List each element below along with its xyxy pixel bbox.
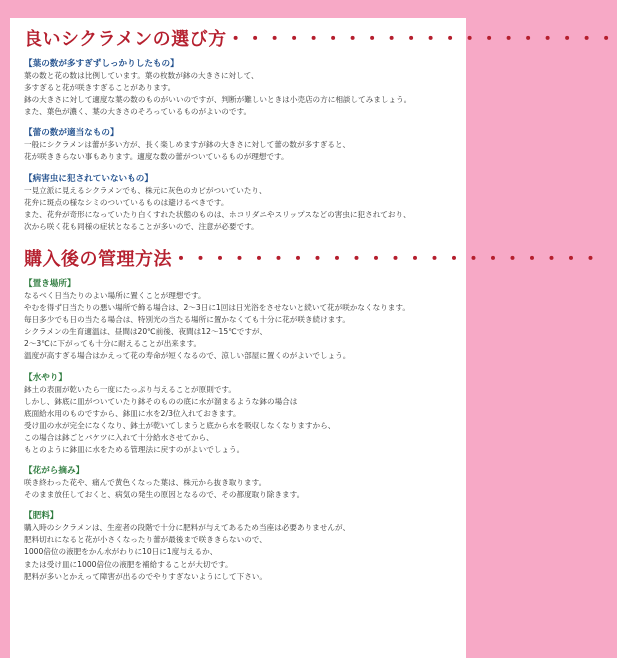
choose-sections: [24, 58, 454, 233]
section: [24, 173, 454, 233]
section: [24, 58, 454, 118]
section: [24, 127, 454, 163]
section-heading: 【葉の数が多すぎずしっかりしたもの】: [24, 59, 179, 69]
body-text-line: 毎日多少でも日の当たる場合は、特別光の当たる場所に置かなくても十分に花が咲き続けます。: [24, 315, 350, 325]
section-heading: 【肥料】: [24, 511, 59, 522]
section-heading: 【病害虫に犯されていないもの】: [24, 173, 153, 184]
content-sheet: [10, 18, 617, 658]
heading-care-after-purchase: [24, 248, 601, 272]
section: [24, 372, 454, 457]
body-text-line: 多すぎると花が咲きすぎることがあります。: [24, 83, 176, 93]
section: [24, 510, 454, 582]
body-text-line: もとのように鉢皿に水をためる管理法に戻すのがよいでしょう。: [24, 444, 245, 454]
body-text-line: 2〜3℃に下がっても十分に耐えることが出来ます。: [24, 339, 202, 349]
body-text-line: また、葉色が濃く、葉の大きさのそろっているものがよいのです。: [24, 107, 252, 117]
heading-text: 購入後の管理方法: [24, 248, 172, 270]
heading-dots: ・・・・・・・・・・・・・・・・・・・・・・: [172, 248, 601, 270]
section: [24, 278, 454, 363]
section: [24, 465, 454, 501]
heading-text: 良いシクラメンの選び方: [24, 29, 227, 50]
body-text-line: 温度が高すぎる場合はかえって花の寿命が短くなるので、涼しい部屋に置くのがよいでしょう。: [24, 351, 351, 361]
body-text-line: シクラメンの生育適温は、昼間は20℃前後、夜間は12〜15℃ですが、: [24, 327, 268, 337]
body-text-line: 肥料切れになると花が小さくなったり蕾が最後まで咲ききらないので、: [24, 535, 267, 545]
heading-dots: ・・・・・・・・・・・・・・・・・・・・: [226, 29, 617, 50]
body-text-line: 次から咲く花も同様の症状となることが多いので、注意が必要です。: [24, 221, 259, 231]
body-text-line: しかし、鉢底に皿がついていたり鉢そのものの底に水が溜まるような鉢の場合は: [24, 396, 298, 406]
body-text-line: 受け皿の水が完全になくなり、鉢土が乾いてしまうと底から水を吸収しなくなりますから、: [24, 420, 336, 430]
heading-how-to-choose: [24, 28, 617, 52]
body-text-line: なるべく日当たりのよい場所に置くことが理想です。: [24, 290, 206, 300]
body-text-line: 一般にシクラメンは蕾が多い方が、長く楽しめますが鉢の大きさに対して蕾の数が多すぎると、: [24, 140, 351, 150]
body-text-line: 花が咲ききらない事もあります。適度な数の蕾がついているものが理想です。: [24, 152, 289, 162]
section-heading: 【置き場所】: [24, 278, 76, 289]
body-text-line: また、花弁が奇形になっていたり白くすれた状態のものは、ホコリダニやスリップスなどの害虫に犯されており、: [24, 209, 411, 219]
body-text-line: 購入時のシクラメンは、生産者の段階で十分に肥料が与えてあるため当座は必要ありませんが、: [24, 523, 351, 533]
body-text-line: 鉢の大きさに対して適度な葉の数のものがいいのですが、判断が難しいときは小売店の方に相談してみましょう。: [24, 95, 412, 105]
body-text-line: そのまま放任しておくと、病気の発生の原因となるので、その都度取り除きます。: [24, 490, 305, 500]
body-text-line: または受け皿に1000倍位の液肥を補給することが大切です。: [24, 559, 233, 569]
section-heading: 【水やり】: [24, 372, 67, 383]
body-text-line: 1000倍位の液肥をかん水がわりに10日に1度与えるか、: [24, 547, 218, 557]
body-text-line: 底面給水用のものですから、鉢皿に水を2/3位入れておきます。: [24, 408, 241, 418]
body-text-line: 咲き終わった花や、痛んで黄色くなった葉は、株元から抜き取ります。: [24, 478, 267, 488]
care-sections: [24, 278, 454, 583]
body-text-line: 一見立派に見えるシクラメンでも、株元に灰色のカビがついていたり、: [24, 185, 267, 195]
body-text-line: 鉢土の表面が乾いたら一度にたっぷり与えることが原則です。: [24, 384, 237, 394]
section-heading: 【花がら摘み】: [24, 466, 85, 477]
body-text-line: この場合は鉢ごとバケツに入れて十分給水させてから、: [24, 432, 214, 442]
body-text-line: 花弁に斑点の様なシミのついているものは避けるべきです。: [24, 197, 229, 207]
body-text-line: 肥料が多いとかえって障害が出るのでやりすぎないようにして下さい。: [24, 571, 267, 581]
body-text-line: 葉の数と花の数は比例しています。葉の枚数が鉢の大きさに対して、: [24, 71, 259, 80]
body-text-line: やむを得ず日当たりの悪い場所で飾る場合は、2〜3日に1回は日光浴をさせないと続いて花が咲かなくなります。: [24, 303, 410, 313]
section-heading: 【蕾の数が適当なもの】: [24, 128, 119, 139]
